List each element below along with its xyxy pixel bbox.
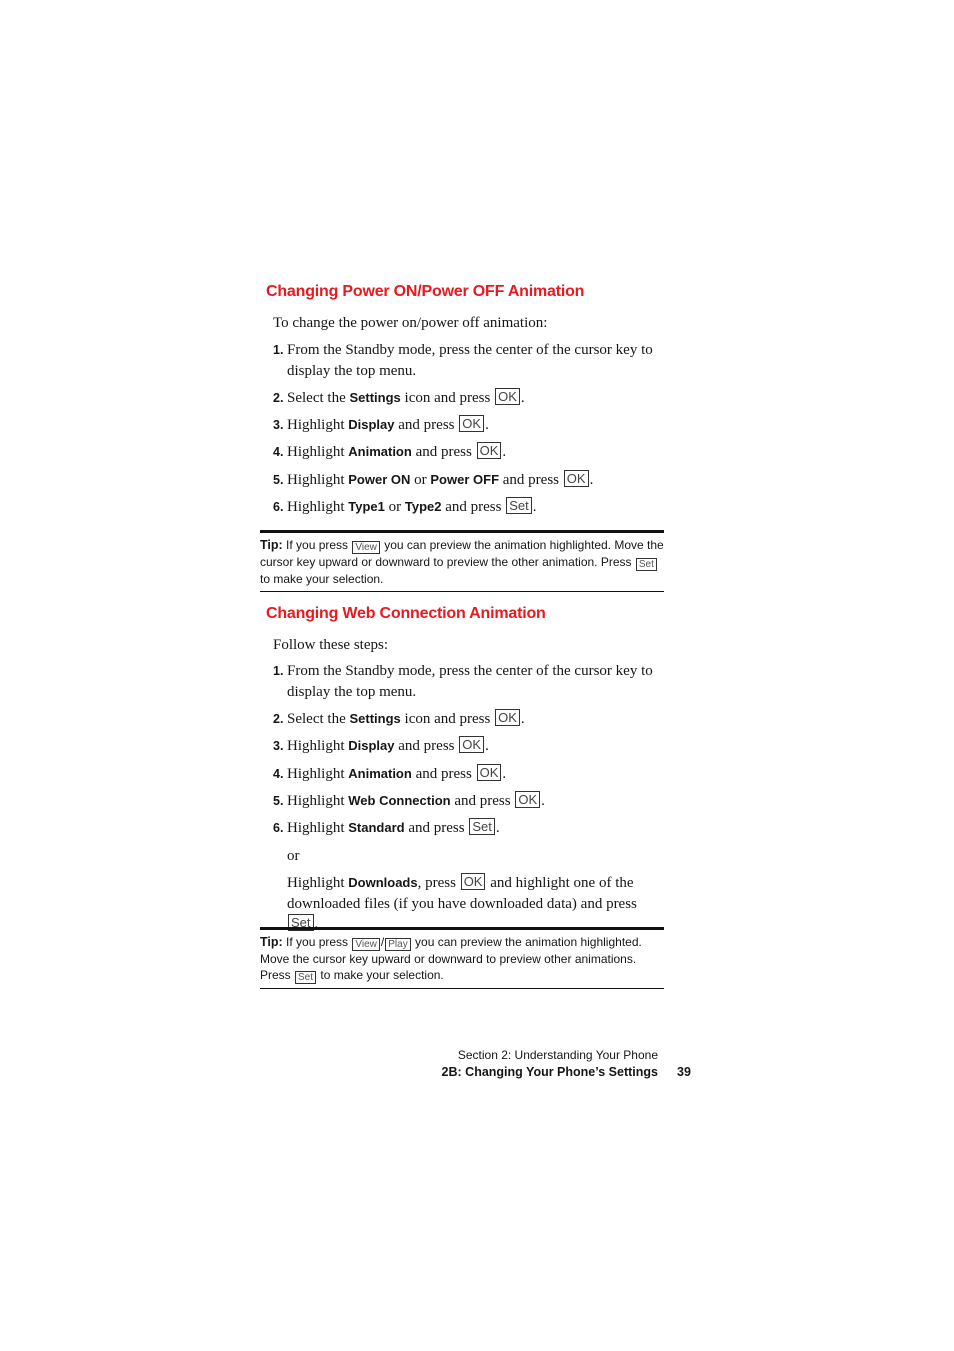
tip-label: Tip: (260, 538, 283, 552)
page-number: 39 (677, 1065, 691, 1079)
footer-section: Section 2: Understanding Your Phone (457, 1048, 658, 1062)
step-5: 5. Highlight Power ON or Power OFF and press OK . (273, 471, 594, 488)
downloads-term: Downloads (348, 875, 418, 890)
step-3: 3. Highlight Display and press OK . (273, 737, 489, 754)
section-heading-web-animation: Changing Web Connection Animation (266, 605, 546, 622)
type1-term: Type1 (348, 499, 385, 514)
ok-key: OK (477, 442, 502, 459)
set-key: Set (295, 971, 316, 984)
ok-key: OK (477, 764, 502, 781)
step-3: 3. Highlight Display and press OK . (273, 416, 489, 433)
step-4: 4. Highlight Animation and press OK . (273, 443, 507, 460)
power-on-term: Power ON (348, 472, 411, 487)
view-key: View (352, 541, 380, 554)
tip-box: Tip: If you press View you can preview the animation highlighted. Move the cursor key upward or downward to preview the other animation. Press Set to make your selection. (260, 530, 664, 592)
type2-term: Type2 (404, 499, 442, 514)
settings-term: Settings (349, 711, 401, 726)
animation-term: Animation (348, 444, 412, 459)
or-text: or (287, 848, 300, 864)
step-2: 2. Select the Settings icon and press OK . (273, 389, 525, 406)
ok-key: OK (495, 388, 520, 405)
ok-key: OK (495, 709, 520, 726)
display-term: Display (348, 417, 395, 432)
set-key: Set (636, 558, 657, 571)
step-5: 5. Highlight Web Connection and press OK . (273, 792, 545, 809)
section-heading-power-animation: Changing Power ON/Power OFF Animation (266, 283, 585, 300)
intro-text: Follow these steps: (273, 637, 388, 653)
step-1: 1. From the Standby mode, press the center of the cursor key to display the top menu. (273, 663, 653, 700)
step-1: 1. From the Standby mode, press the center of the cursor key to display the top menu. (273, 342, 653, 379)
ok-key: OK (459, 415, 484, 432)
step-4: 4. Highlight Animation and press OK . (273, 765, 507, 782)
view-key: View (352, 938, 380, 951)
animation-term: Animation (348, 766, 412, 781)
play-key: Play (385, 938, 410, 951)
step-6: 6. Highlight Standard and press Set . (273, 819, 500, 836)
step-6: 6. Highlight Type1 or Type2 and press Set . (273, 498, 537, 515)
ok-key: OK (515, 791, 540, 808)
web-connection-term: Web Connection (348, 793, 451, 808)
footer-chapter: 2B: Changing Your Phone’s Settings (441, 1065, 658, 1079)
ok-key: OK (461, 873, 486, 890)
settings-term: Settings (349, 390, 401, 405)
step-2: 2. Select the Settings icon and press OK . (273, 710, 525, 727)
ok-key: OK (459, 736, 484, 753)
tip-label: Tip: (260, 935, 283, 949)
display-term: Display (348, 738, 395, 753)
ok-key: OK (564, 470, 589, 487)
standard-term: Standard (348, 820, 405, 835)
power-off-term: Power OFF (430, 472, 500, 487)
intro-text: To change the power on/power off animation: (273, 315, 548, 331)
tip-box: Tip: If you press View / Play you can preview the animation highlighted. Move the cursor key upward or downward to preview other animations. Press Set to make your selection. (260, 927, 664, 989)
alternate-step: Highlight Downloads, press OK and highlight one of the downloaded files (if you have downloaded data) and press Set . (287, 874, 637, 932)
set-key: Set (506, 497, 532, 514)
set-key: Set (469, 818, 495, 835)
set-key: Set (288, 914, 314, 931)
